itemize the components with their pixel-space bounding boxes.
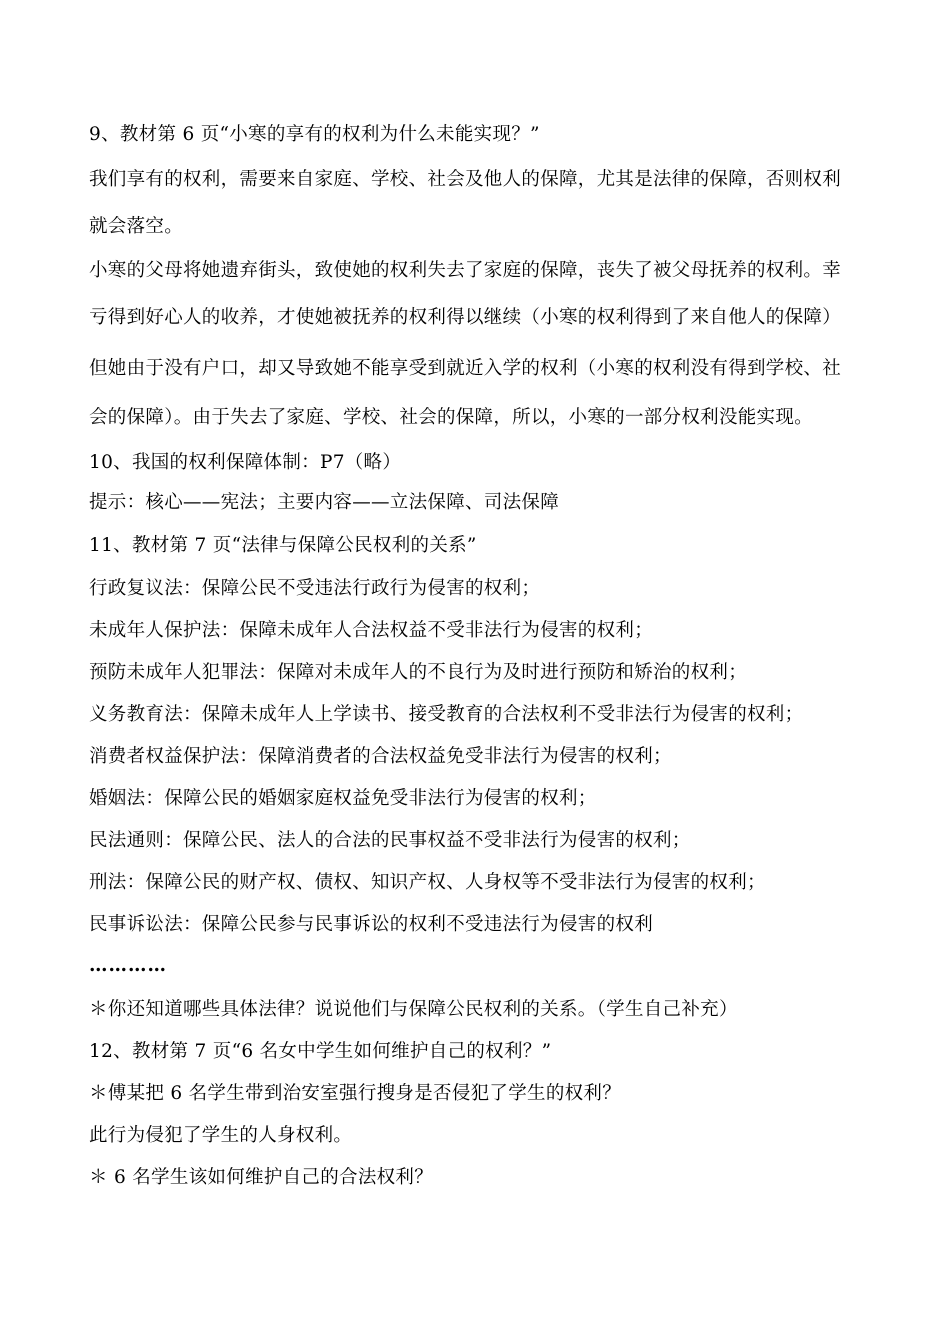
law-item: 未成年人保护法：保障未成年人合法权益不受非法行为侵害的权利； (89, 620, 654, 641)
paragraph-line: 会的保障）。由于失去了家庭、学校、社会的保障，所以，小寒的一部分权利没能实现。 (89, 407, 813, 428)
paragraph-line: 亏得到好心人的收养，才使她被抚养的权利得以继续（小寒的权利得到了来自他人的保障） (89, 307, 842, 328)
paragraph-line: 但她由于没有户口，却又导致她不能享受到就近入学的权利（小寒的权利没有得到学校、社 (89, 358, 842, 379)
item-9-heading: 9、教材第 6 页“小寒的享有的权利为什么未能实现？” (89, 124, 540, 145)
law-item: 义务教育法：保障未成年人上学读书、接受教育的合法权利不受非法行为侵害的权利； (89, 704, 804, 725)
question-line: ＊傅某把 6 名学生带到治安室强行搜身是否侵犯了学生的权利？ (89, 1083, 622, 1104)
law-item: 预防未成年人犯罪法：保障对未成年人的不良行为及时进行预防和矫治的权利； (89, 662, 748, 683)
item-11-heading: 11、教材第 7 页“法律与保障公民权利的关系” (89, 535, 477, 556)
question-line: ＊你还知道哪些具体法律？说说他们与保障公民权利的关系。（学生自己补充） (89, 999, 738, 1020)
hint-line: 提示：核心——宪法；主要内容——立法保障、司法保障 (89, 492, 560, 513)
paragraph-line: 我们享有的权利，需要来自家庭、学校、社会及他人的保障，尤其是法律的保障，否则权利 (89, 169, 842, 190)
law-item: 民法通则：保障公民、法人的合法的民事权益不受非法行为侵害的权利； (89, 830, 691, 851)
law-item: 民事诉讼法：保障公民参与民事诉讼的权利不受违法行为侵害的权利 (89, 914, 654, 935)
item-10-heading: 10、我国的权利保障体制：P7（略） (89, 452, 402, 473)
law-item: 消费者权益保护法：保障消费者的合法权益免受非法行为侵害的权利； (89, 746, 672, 767)
ellipsis-line: ………… (89, 955, 167, 976)
item-12-heading: 12、教材第 7 页“6 名女中学生如何维护自己的权利？” (89, 1041, 552, 1062)
paragraph-line: 就会落空。 (89, 216, 184, 237)
paragraph-line: 小寒的父母将她遗弃街头，致使她的权利失去了家庭的保障，丧失了被父母抚养的权利。幸 (89, 260, 842, 281)
answer-line: 此行为侵犯了学生的人身权利。 (89, 1125, 353, 1146)
question-line: ＊ 6 名学生该如何维护自己的合法权利？ (89, 1167, 434, 1188)
law-item: 刑法：保障公民的财产权、债权、知识产权、人身权等不受非法行为侵害的权利； (89, 872, 766, 893)
law-item: 婚姻法：保障公民的婚姻家庭权益免受非法行为侵害的权利； (89, 788, 597, 809)
law-item: 行政复议法：保障公民不受违法行政行为侵害的权利； (89, 578, 541, 599)
